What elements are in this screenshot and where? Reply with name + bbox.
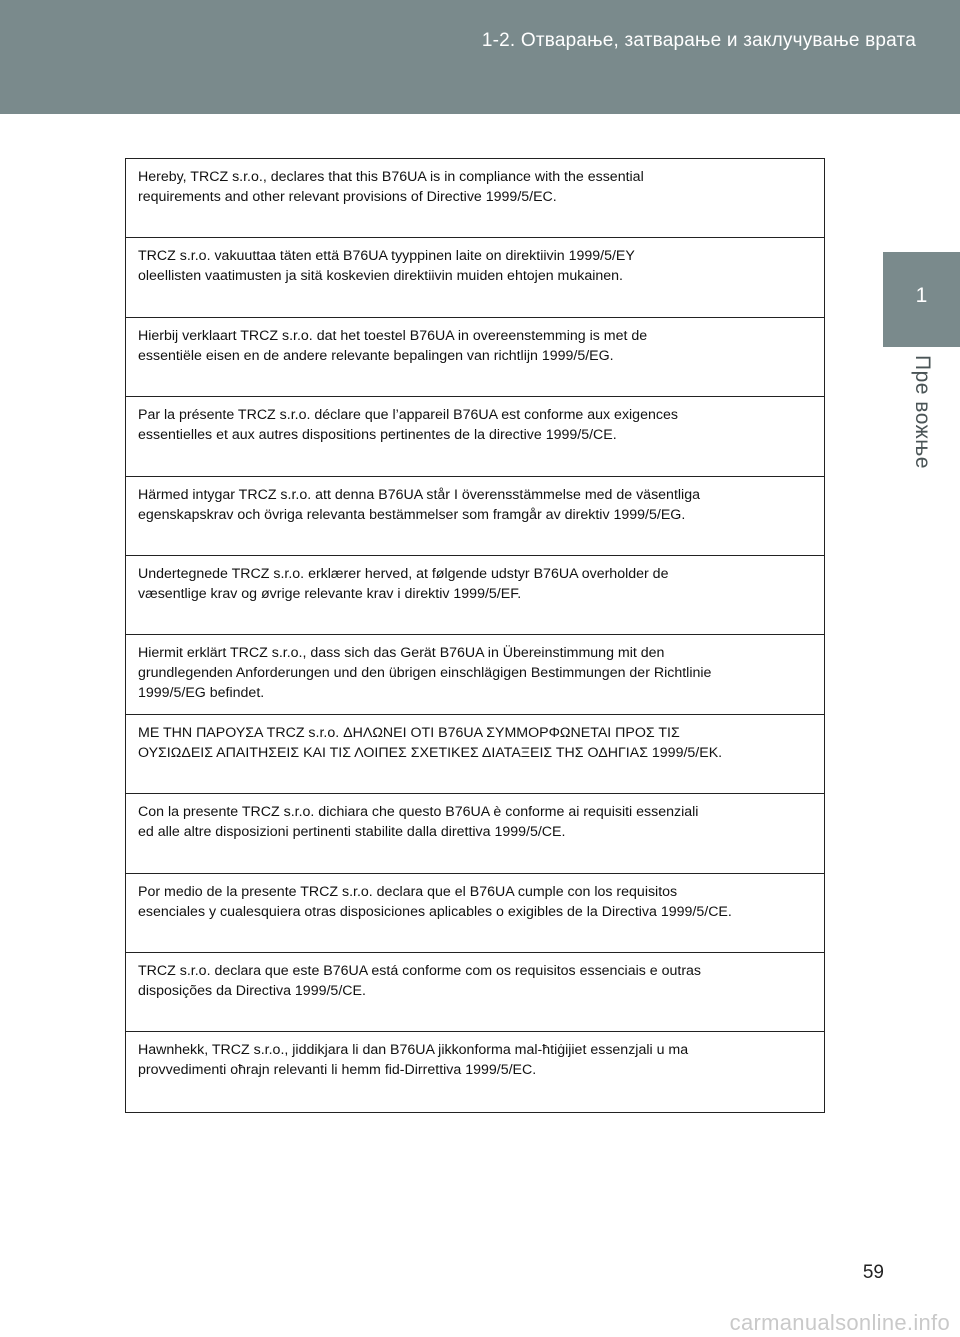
declaration-french: Par la présente TRCZ s.r.o. déclare que l’appareil B76UA est conforme aux exigences essentielles et aux autres dispositions pertinentes de la directive 1999/5/CE.: [126, 397, 824, 476]
declaration-maltese: Hawnhekk, TRCZ s.r.o., jiddikjara li dan B76UA jikkonforma mal-ħtiġijiet essenzjali u ma provvedimenti oħrajn relevanti li hemm fid-Dirrettiva 1999/5/EC.: [138, 1042, 689, 1079]
header-band: [0, 0, 960, 114]
declarations-table: [125, 158, 825, 1113]
chapter-number: 1: [915, 284, 928, 307]
declaration-finnish: TRCZ s.r.o. vakuuttaa täten että B76UA tyyppinen laite on direktiivin 1999/5/EY oleellisten vaatimusten ja sitä koskevien direktiivin muiden ehtojen mukainen.: [126, 238, 824, 317]
chapter-label-area: [883, 347, 960, 487]
chapter-tab: [883, 252, 960, 347]
declaration-dutch: Hierbij verklaart TRCZ s.r.o. dat het toestel B76UA in overeenstemming is met de essentiële eisen en de andere relevante bepalingen van richtlijn 1999/5/EG.: [126, 318, 824, 397]
section-title: 1-2. Отварање, затварање и заклучување врата: [481, 30, 916, 51]
declaration-english: Hereby, TRCZ s.r.o., declares that this B76UA is in compliance with the essential requirements and other relevant provisions of Directive 1999/5/EC.: [126, 159, 824, 238]
page-number: 59: [862, 1262, 884, 1283]
declaration-spanish: Por medio de la presente TRCZ s.r.o. declara que el B76UA cumple con los requisitos esenciales y cualesquiera otras disposiciones aplicables o exigibles de la Directiva 1999/5/CE.: [126, 874, 824, 953]
watermark: carmanualsonline.info: [729, 1310, 950, 1335]
declaration-swedish: Härmed intygar TRCZ s.r.o. att denna B76UA står I överensstämmelse med de väsentliga egenskapskrav och övriga relevanta bestämmelser som framgår av direktiv 1999/5/EG.: [126, 477, 824, 556]
declaration-italian: Con la presente TRCZ s.r.o. dichiara che questo B76UA è conforme ai requisiti essenziali ed alle altre disposizioni pertinenti stabilite dalla direttiva 1999/5/CE.: [126, 794, 824, 873]
declaration-german: Hiermit erklärt TRCZ s.r.o., dass sich das Gerät B76UA in Übereinstimmung mit den grundlegenden Anforderungen und den übrigen einschlägigen Bestimmungen der Richtlinie 1999/5/EG befindet.: [126, 635, 824, 714]
declaration-danish: Undertegnede TRCZ s.r.o. erklærer herved, at følgende udstyr B76UA overholder de væsentlige krav og øvrige relevante krav i direktiv 1999/5/EF.: [126, 556, 824, 635]
declaration-portuguese: TRCZ s.r.o. declara que este B76UA está conforme com os requisitos essenciais e outras disposições da Directiva 1999/5/CE.: [126, 953, 824, 1032]
chapter-label: Пре вожње: [910, 355, 934, 469]
declaration-greek: ΜΕ ΤΗΝ ΠΑΡΟΥΣΑ TRCZ s.r.o. ΔΗΛΩΝΕΙ ΟΤΙ B76UA ΣΥΜΜΟΡΦΩΝΕΤΑΙ ΠΡΟΣ ΤΙΣ ΟΥΣΙΩΔΕΙΣ ΑΠΑΙΤΗΣΕΙΣ ΚΑΙ ΤΙΣ ΛΟΙΠΕΣ ΣΧΕΤΙΚΕΣ ΔΙΑΤΑΞΕΙΣ ΤΗΣ ΟΔΗΓΙΑΣ 1999/5/ΕΚ.: [126, 715, 824, 794]
